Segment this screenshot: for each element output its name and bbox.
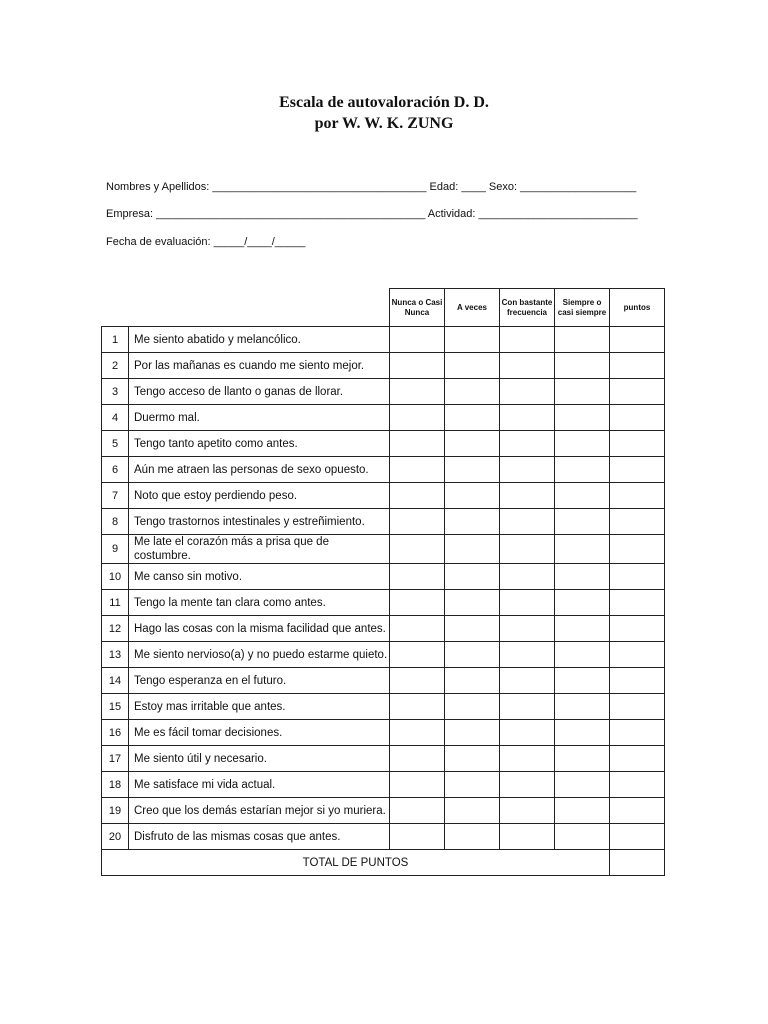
answer-nunca-cell[interactable]	[390, 564, 445, 590]
question-text: Me siento útil y necesario.	[129, 746, 390, 772]
answer-con-bastante-cell[interactable]	[500, 431, 555, 457]
answer-siempre-cell[interactable]	[555, 353, 610, 379]
name-age-sex-field[interactable]: Nombres y Apellidos: ___________________________________ Edad: ____ Sexo: ___________________	[106, 181, 637, 193]
answer-nunca-cell[interactable]	[390, 535, 445, 564]
total-label: TOTAL DE PUNTOS	[102, 850, 610, 876]
question-text: Me es fácil tomar decisiones.	[129, 720, 390, 746]
table-row	[102, 405, 665, 431]
answer-siempre-cell[interactable]	[555, 327, 610, 353]
question-text: Estoy mas irritable que antes.	[129, 694, 390, 720]
answer-con-bastante-cell[interactable]	[500, 772, 555, 798]
table-row	[102, 590, 665, 616]
answer-con-bastante-cell[interactable]	[500, 405, 555, 431]
question-text: Me late el corazón más a prisa que de costumbre.	[129, 535, 390, 564]
answer-siempre-cell[interactable]	[555, 535, 610, 564]
question-number: 20	[102, 824, 129, 850]
answer-a-veces-cell[interactable]	[445, 353, 500, 379]
table-row	[102, 720, 665, 746]
answer-siempre-cell[interactable]	[555, 483, 610, 509]
points-cell[interactable]	[610, 483, 665, 509]
question-number: 1	[102, 327, 129, 353]
answer-con-bastante-cell[interactable]	[500, 509, 555, 535]
question-text: Tengo trastornos intestinales y estreñimiento.	[129, 509, 390, 535]
answer-con-bastante-cell[interactable]	[500, 590, 555, 616]
evaluation-date-field[interactable]: Fecha de evaluación: _____/____/_____	[106, 236, 306, 248]
answer-siempre-cell[interactable]	[555, 694, 610, 720]
answer-a-veces-cell[interactable]	[445, 509, 500, 535]
points-cell[interactable]	[610, 457, 665, 483]
table-row	[102, 798, 665, 824]
question-text: Tengo la mente tan clara como antes.	[129, 590, 390, 616]
question-number: 16	[102, 720, 129, 746]
answer-siempre-cell[interactable]	[555, 431, 610, 457]
question-number: 11	[102, 590, 129, 616]
question-number: 14	[102, 668, 129, 694]
question-text: Tengo tanto apetito como antes.	[129, 431, 390, 457]
answer-siempre-cell[interactable]	[555, 457, 610, 483]
answer-nunca-cell[interactable]	[390, 694, 445, 720]
answer-a-veces-cell[interactable]	[445, 327, 500, 353]
answer-nunca-cell[interactable]	[390, 798, 445, 824]
table-row	[102, 483, 665, 509]
answer-a-veces-cell[interactable]	[445, 405, 500, 431]
answer-a-veces-cell[interactable]	[445, 642, 500, 668]
question-number: 10	[102, 564, 129, 590]
question-text: Tengo acceso de llanto o ganas de llorar.	[129, 379, 390, 405]
answer-con-bastante-cell[interactable]	[500, 379, 555, 405]
points-cell[interactable]	[610, 798, 665, 824]
answer-con-bastante-cell[interactable]	[500, 353, 555, 379]
zung-scale-table	[101, 288, 665, 876]
answer-nunca-cell[interactable]	[390, 824, 445, 850]
answer-a-veces-cell[interactable]	[445, 798, 500, 824]
answer-a-veces-cell[interactable]	[445, 616, 500, 642]
points-cell[interactable]	[610, 509, 665, 535]
points-cell[interactable]	[610, 720, 665, 746]
answer-nunca-cell[interactable]	[390, 720, 445, 746]
table-row	[102, 772, 665, 798]
answer-a-veces-cell[interactable]	[445, 694, 500, 720]
points-cell[interactable]	[610, 405, 665, 431]
answer-siempre-cell[interactable]	[555, 642, 610, 668]
table-row	[102, 746, 665, 772]
document-title: Escala de autovaloración D. D.	[279, 94, 489, 111]
answer-nunca-cell[interactable]	[390, 509, 445, 535]
answer-con-bastante-cell[interactable]	[500, 642, 555, 668]
header-nunca: Nunca o Casi Nunca	[390, 289, 445, 327]
question-text: Duermo mal.	[129, 405, 390, 431]
question-number: 12	[102, 616, 129, 642]
points-cell[interactable]	[610, 616, 665, 642]
answer-nunca-cell[interactable]	[390, 668, 445, 694]
header-row	[102, 289, 665, 327]
table-row	[102, 353, 665, 379]
answer-a-veces-cell[interactable]	[445, 824, 500, 850]
answer-siempre-cell[interactable]	[555, 720, 610, 746]
question-text: Tengo esperanza en el futuro.	[129, 668, 390, 694]
question-rows	[102, 327, 665, 850]
answer-con-bastante-cell[interactable]	[500, 616, 555, 642]
answer-a-veces-cell[interactable]	[445, 746, 500, 772]
table-row	[102, 535, 665, 564]
answer-con-bastante-cell[interactable]	[500, 457, 555, 483]
points-cell[interactable]	[610, 590, 665, 616]
question-number: 13	[102, 642, 129, 668]
answer-a-veces-cell[interactable]	[445, 483, 500, 509]
points-cell[interactable]	[610, 353, 665, 379]
document-subtitle: por W. W. K. ZUNG	[314, 115, 454, 132]
question-text: Aún me atraen las personas de sexo opuesto.	[129, 457, 390, 483]
answer-con-bastante-cell[interactable]	[500, 720, 555, 746]
question-text: Noto que estoy perdiendo peso.	[129, 483, 390, 509]
question-text: Por las mañanas es cuando me siento mejor.	[129, 353, 390, 379]
points-cell[interactable]	[610, 668, 665, 694]
answer-a-veces-cell[interactable]	[445, 431, 500, 457]
total-points-cell[interactable]	[610, 850, 665, 876]
points-cell[interactable]	[610, 564, 665, 590]
answer-con-bastante-cell[interactable]	[500, 483, 555, 509]
answer-siempre-cell[interactable]	[555, 564, 610, 590]
points-cell[interactable]	[610, 379, 665, 405]
answer-siempre-cell[interactable]	[555, 379, 610, 405]
answer-nunca-cell[interactable]	[390, 772, 445, 798]
header-blank-question	[129, 289, 390, 327]
answer-a-veces-cell[interactable]	[445, 668, 500, 694]
answer-siempre-cell[interactable]	[555, 668, 610, 694]
answer-siempre-cell[interactable]	[555, 590, 610, 616]
table-row	[102, 564, 665, 590]
answer-nunca-cell[interactable]	[390, 483, 445, 509]
answer-con-bastante-cell[interactable]	[500, 564, 555, 590]
answer-nunca-cell[interactable]	[390, 327, 445, 353]
answer-siempre-cell[interactable]	[555, 824, 610, 850]
answer-a-veces-cell[interactable]	[445, 379, 500, 405]
answer-siempre-cell[interactable]	[555, 509, 610, 535]
answer-a-veces-cell[interactable]	[445, 457, 500, 483]
table-row	[102, 457, 665, 483]
answer-siempre-cell[interactable]	[555, 746, 610, 772]
question-text: Me satisface mi vida actual.	[129, 772, 390, 798]
question-number: 9	[102, 535, 129, 564]
answer-con-bastante-cell[interactable]	[500, 694, 555, 720]
points-cell[interactable]	[610, 824, 665, 850]
points-cell[interactable]	[610, 535, 665, 564]
question-text: Me siento nervioso(a) y no puedo estarme quieto.	[129, 642, 390, 668]
table-row	[102, 642, 665, 668]
answer-nunca-cell[interactable]	[390, 379, 445, 405]
table-row	[102, 668, 665, 694]
question-text: Me siento abatido y melancólico.	[129, 327, 390, 353]
question-number: 5	[102, 431, 129, 457]
table-row	[102, 509, 665, 535]
question-number: 4	[102, 405, 129, 431]
points-cell[interactable]	[610, 327, 665, 353]
answer-nunca-cell[interactable]	[390, 457, 445, 483]
answer-con-bastante-cell[interactable]	[500, 535, 555, 564]
answer-siempre-cell[interactable]	[555, 798, 610, 824]
answer-con-bastante-cell[interactable]	[500, 746, 555, 772]
table-row	[102, 616, 665, 642]
answer-a-veces-cell[interactable]	[445, 564, 500, 590]
table-row	[102, 694, 665, 720]
question-number: 18	[102, 772, 129, 798]
table-row	[102, 431, 665, 457]
answer-nunca-cell[interactable]	[390, 405, 445, 431]
answer-nunca-cell[interactable]	[390, 590, 445, 616]
points-cell[interactable]	[610, 642, 665, 668]
answer-con-bastante-cell[interactable]	[500, 824, 555, 850]
table-row	[102, 379, 665, 405]
answer-nunca-cell[interactable]	[390, 353, 445, 379]
question-text: Hago las cosas con la misma facilidad que antes.	[129, 616, 390, 642]
table-row	[102, 824, 665, 850]
answer-a-veces-cell[interactable]	[445, 720, 500, 746]
answer-a-veces-cell[interactable]	[445, 590, 500, 616]
answer-con-bastante-cell[interactable]	[500, 798, 555, 824]
question-number: 15	[102, 694, 129, 720]
answer-siempre-cell[interactable]	[555, 616, 610, 642]
question-text: Disfruto de las mismas cosas que antes.	[129, 824, 390, 850]
question-number: 3	[102, 379, 129, 405]
question-number: 17	[102, 746, 129, 772]
header-a-veces: A veces	[445, 289, 500, 327]
answer-nunca-cell[interactable]	[390, 746, 445, 772]
company-activity-field[interactable]: Empresa: ____________________________________________ Actividad: __________________________	[106, 208, 638, 220]
answer-con-bastante-cell[interactable]	[500, 668, 555, 694]
answer-a-veces-cell[interactable]	[445, 535, 500, 564]
answer-a-veces-cell[interactable]	[445, 772, 500, 798]
question-number: 2	[102, 353, 129, 379]
table-row	[102, 327, 665, 353]
question-number: 7	[102, 483, 129, 509]
points-cell[interactable]	[610, 431, 665, 457]
header-siempre: Siempre o casi siempre	[555, 289, 610, 327]
header-blank-num	[102, 289, 129, 327]
points-cell[interactable]	[610, 694, 665, 720]
question-text: Creo que los demás estarían mejor si yo muriera.	[129, 798, 390, 824]
answer-nunca-cell[interactable]	[390, 642, 445, 668]
question-text: Me canso sin motivo.	[129, 564, 390, 590]
answer-siempre-cell[interactable]	[555, 405, 610, 431]
question-number: 8	[102, 509, 129, 535]
header-puntos: puntos	[610, 289, 665, 327]
question-number: 19	[102, 798, 129, 824]
points-cell[interactable]	[610, 772, 665, 798]
question-number: 6	[102, 457, 129, 483]
header-con-bastante: Con bastante frecuencia	[500, 289, 555, 327]
answer-nunca-cell[interactable]	[390, 616, 445, 642]
answer-nunca-cell[interactable]	[390, 431, 445, 457]
points-cell[interactable]	[610, 746, 665, 772]
total-row	[102, 850, 665, 876]
answer-con-bastante-cell[interactable]	[500, 327, 555, 353]
answer-siempre-cell[interactable]	[555, 772, 610, 798]
